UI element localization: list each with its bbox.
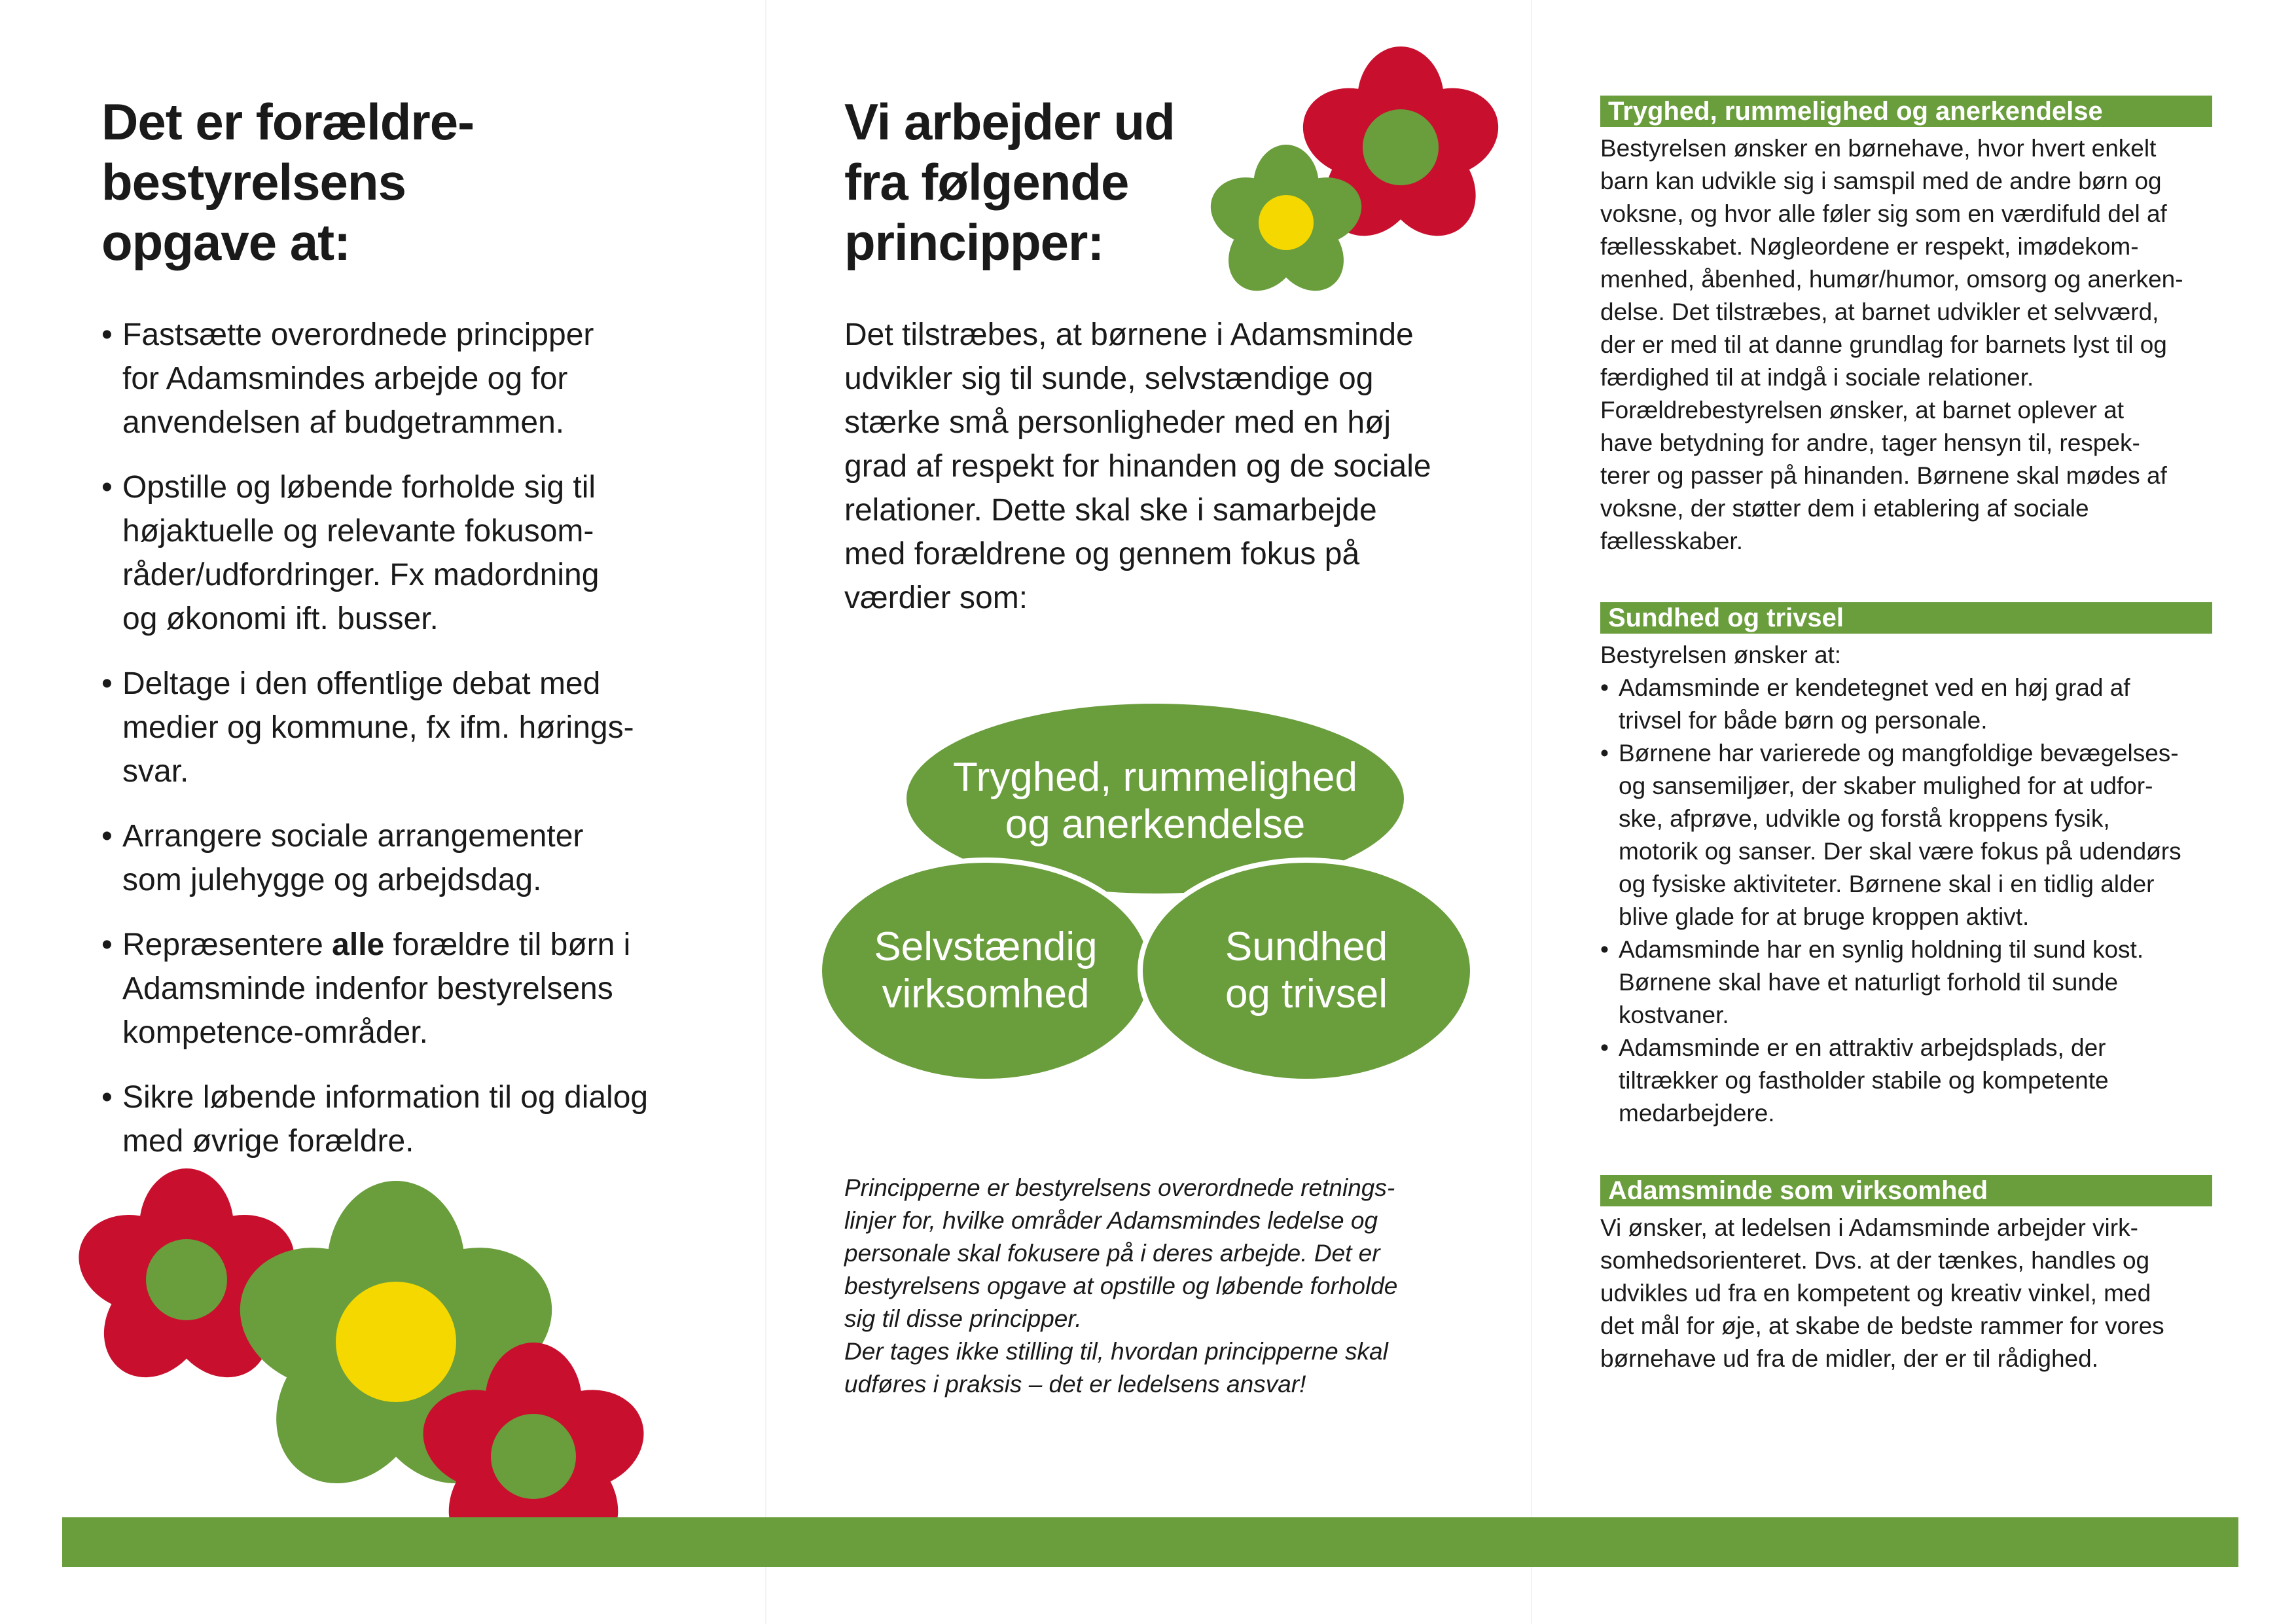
duty-line: • Arrangere sociale arrangementer [122, 819, 584, 854]
value-bubble-selvstaendig [817, 857, 1155, 1084]
duty-item [101, 313, 691, 444]
body-line: Bestyrelsen ønsker en børnehave, hvor hvert enkelt [1600, 135, 2157, 162]
body-line: Forældrebestyrelsen ønsker, at barnet oplever at [1600, 397, 2124, 424]
body-line: have betydning for andre, tager hensyn til, respek- [1600, 429, 2140, 456]
body-line: det mål for øje, at skabe de bedste rammer for vores [1600, 1312, 2164, 1339]
bubble-label [1225, 924, 1388, 1018]
bubble-label-line: Sundhed [1225, 924, 1388, 969]
wish-line: medarbejdere. [1619, 1100, 1775, 1127]
note-line: Der tages ikke stilling til, hvordan principperne skal [844, 1338, 1388, 1365]
wish-line: • Adamsminde er en attraktiv arbejdsplads, der [1619, 1034, 2106, 1061]
section-sundhed [1600, 602, 2212, 1130]
title-line: bestyrelsens [101, 153, 406, 211]
body-line: delse. Det tilstræbes, at barnet udvikler et selvværd, [1600, 298, 2159, 325]
wish-line: og fysiske aktiviteter. Børnene skal i en tidlig alder [1619, 871, 2155, 897]
duty-item [101, 1075, 691, 1163]
fold-line-right [1531, 0, 1532, 1624]
section-heading: Adamsminde som virksomhed [1600, 1175, 2212, 1206]
bubble-label-line: Tryghed, rummelighed [953, 755, 1357, 800]
duties-list [101, 313, 691, 1184]
wish-item [1600, 1032, 2212, 1130]
duty-line: råder/udfordringer. Fx madordning [122, 558, 600, 592]
wish-list [1600, 672, 2212, 1130]
body-line: barn kan udvikle sig i samspil med de andre børn og [1600, 168, 2162, 194]
note-line: bestyrelsens opgave at opstille og løbende forholde [844, 1272, 1398, 1299]
wish-line: • Adamsminde er kendetegnet ved en høj grad af [1619, 674, 2130, 701]
duty-line [122, 923, 691, 967]
duty-line: som julehygge og arbejdsdag. [122, 863, 542, 897]
duty-line: og økonomi ift. busser. [122, 602, 439, 636]
bubble-label-line: virksomhed [882, 971, 1090, 1017]
duty-text: Repræsentere [122, 928, 332, 962]
wish-item [1600, 933, 2212, 1032]
note-line: sig til disse principper. [844, 1305, 1082, 1332]
body-line: menhed, åbenhed, humør/humor, omsorg og anerken- [1600, 266, 2183, 293]
intro-line: udvikler sig til sunde, selvstændige og [844, 361, 1374, 396]
section-body [1600, 639, 2212, 1130]
duty-line: anvendelsen af budgetrammen. [122, 405, 565, 440]
wish-line: og sansemiljøer, der skaber mulighed for at udfor- [1619, 772, 2153, 799]
left-panel-title [101, 92, 691, 272]
title-line: Det er forældre- [101, 93, 475, 151]
wish-line: • Børnene har varierede og mangfoldige bevægelses- [1619, 740, 2179, 767]
value-bubble-sundhed [1138, 857, 1475, 1084]
wish-line: Børnene skal have et naturligt forhold til sunde [1619, 969, 2119, 996]
duty-line: kompetence-områder. [122, 1015, 428, 1050]
section-heading: Sundhed og trivsel [1600, 602, 2212, 634]
title-line: opgave at: [101, 213, 351, 271]
wish-line: kostvaner. [1619, 1001, 1729, 1028]
bubble-label-line: og anerkendelse [1005, 802, 1306, 847]
fold-line-left [765, 0, 766, 1624]
wish-line: motorik og sanser. Der skal være fokus på udendørs [1619, 838, 2181, 865]
duty-line: medier og kommune, fx ifm. hørings- [122, 710, 634, 745]
duty-line: svar. [122, 754, 189, 789]
duty-line: • Fastsætte overordnede principper [122, 317, 594, 352]
note-line: personale skal fokusere på i deres arbejde. Det er [844, 1240, 1380, 1267]
bubble-label [874, 924, 1097, 1018]
section-body [1600, 132, 2212, 558]
wish-line: ske, afprøve, udvikle og forstå kroppens fysik, [1619, 805, 2110, 832]
duty-item [101, 465, 691, 641]
duty-line: • Deltage i den offentlige debat med [122, 666, 601, 701]
intro-line: Det tilstræbes, at børnene i Adamsminde [844, 317, 1414, 352]
body-line: færdighed til at indgå i sociale relationer. [1600, 364, 2034, 391]
duty-line: • Sikre løbende information til og dialog [122, 1080, 649, 1115]
intro-line: værdier som: [844, 581, 1028, 615]
middle-panel-title [844, 92, 1211, 272]
section-body [1600, 1212, 2212, 1375]
bubble-label [953, 753, 1357, 847]
wish-line: blive glade for at bruge kroppen aktivt. [1619, 903, 2030, 930]
bubble-label-line: og trivsel [1225, 971, 1388, 1017]
section-heading: Tryghed, rummelighed og anerkendelse [1600, 96, 2212, 127]
wish-line: tiltrækker og fastholder stabile og kompetente [1619, 1067, 2109, 1094]
body-line: Bestyrelsen ønsker at: [1600, 641, 1842, 668]
intro-line: stærke små personligheder med en høj [844, 405, 1391, 440]
intro-line: grad af respekt for hinanden og de sociale [844, 449, 1431, 484]
body-line: udvikles ud fra en kompetent og kreativ vinkel, med [1600, 1280, 2151, 1307]
bubble-label-line: Selvstændig [874, 924, 1098, 969]
bottom-green-bar [62, 1517, 2238, 1567]
principles-intro [844, 313, 1486, 620]
duty-item [101, 923, 691, 1055]
wish-line: • Adamsminde har en synlig holdning til sund kost. [1619, 936, 2144, 963]
duty-item [101, 814, 691, 902]
duty-text: forældre til børn i [384, 928, 631, 962]
wish-line: trivsel for både børn og personale. [1619, 707, 1988, 734]
wish-item [1600, 672, 2212, 737]
body-line: somhedsorienteret. Dvs. at der tænkes, handles og [1600, 1247, 2150, 1274]
body-line: der er med til at danne grundlag for barnets lyst til og [1600, 331, 2167, 358]
duty-emphasis: alle [332, 928, 385, 962]
duty-line: • Opstille og løbende forholde sig til [122, 470, 596, 505]
principles-note [844, 1172, 1473, 1401]
body-line: voksne, der støtter dem i etablering af sociale [1600, 495, 2089, 522]
title-line: Vi arbejder ud [844, 93, 1175, 151]
body-line: terer og passer på hinanden. Børnene skal mødes af [1600, 462, 2167, 489]
intro-line: relationer. Dette skal ske i samarbejde [844, 493, 1377, 528]
section-virksomhed [1600, 1175, 2212, 1375]
title-line: fra følgende [844, 153, 1129, 211]
body-line: voksne, og hvor alle føler sig som en værdifuld del af [1600, 200, 2167, 227]
body-line: fællesskaber. [1600, 528, 1743, 554]
body-line: fællesskabet. Nøgleordene er respekt, imødekom- [1600, 233, 2139, 260]
note-line: udføres i praksis – det er ledelsens ansvar! [844, 1371, 1306, 1398]
green-flower-icon [1208, 147, 1365, 298]
duty-item [101, 662, 691, 793]
note-line: Principperne er bestyrelsens overordnede retnings- [844, 1174, 1395, 1201]
body-line: børnehave ud fra de midler, der er til rådighed. [1600, 1345, 2098, 1372]
wish-item [1600, 737, 2212, 933]
intro-line: med forældrene og gennem fokus på [844, 537, 1360, 571]
title-line: principper: [844, 213, 1104, 271]
section-tryghed [1600, 96, 2212, 558]
duty-line: for Adamsmindes arbejde og for [122, 361, 568, 396]
note-line: linjer for, hvilke områder Adamsmindes ledelse og [844, 1207, 1378, 1234]
duty-line: højaktuelle og relevante fokusom- [122, 514, 594, 549]
duty-line: med øvrige forældre. [122, 1124, 414, 1159]
duty-line: Adamsminde indenfor bestyrelsens [122, 971, 613, 1006]
body-line: Vi ønsker, at ledelsen i Adamsminde arbejder virk- [1600, 1214, 2138, 1241]
